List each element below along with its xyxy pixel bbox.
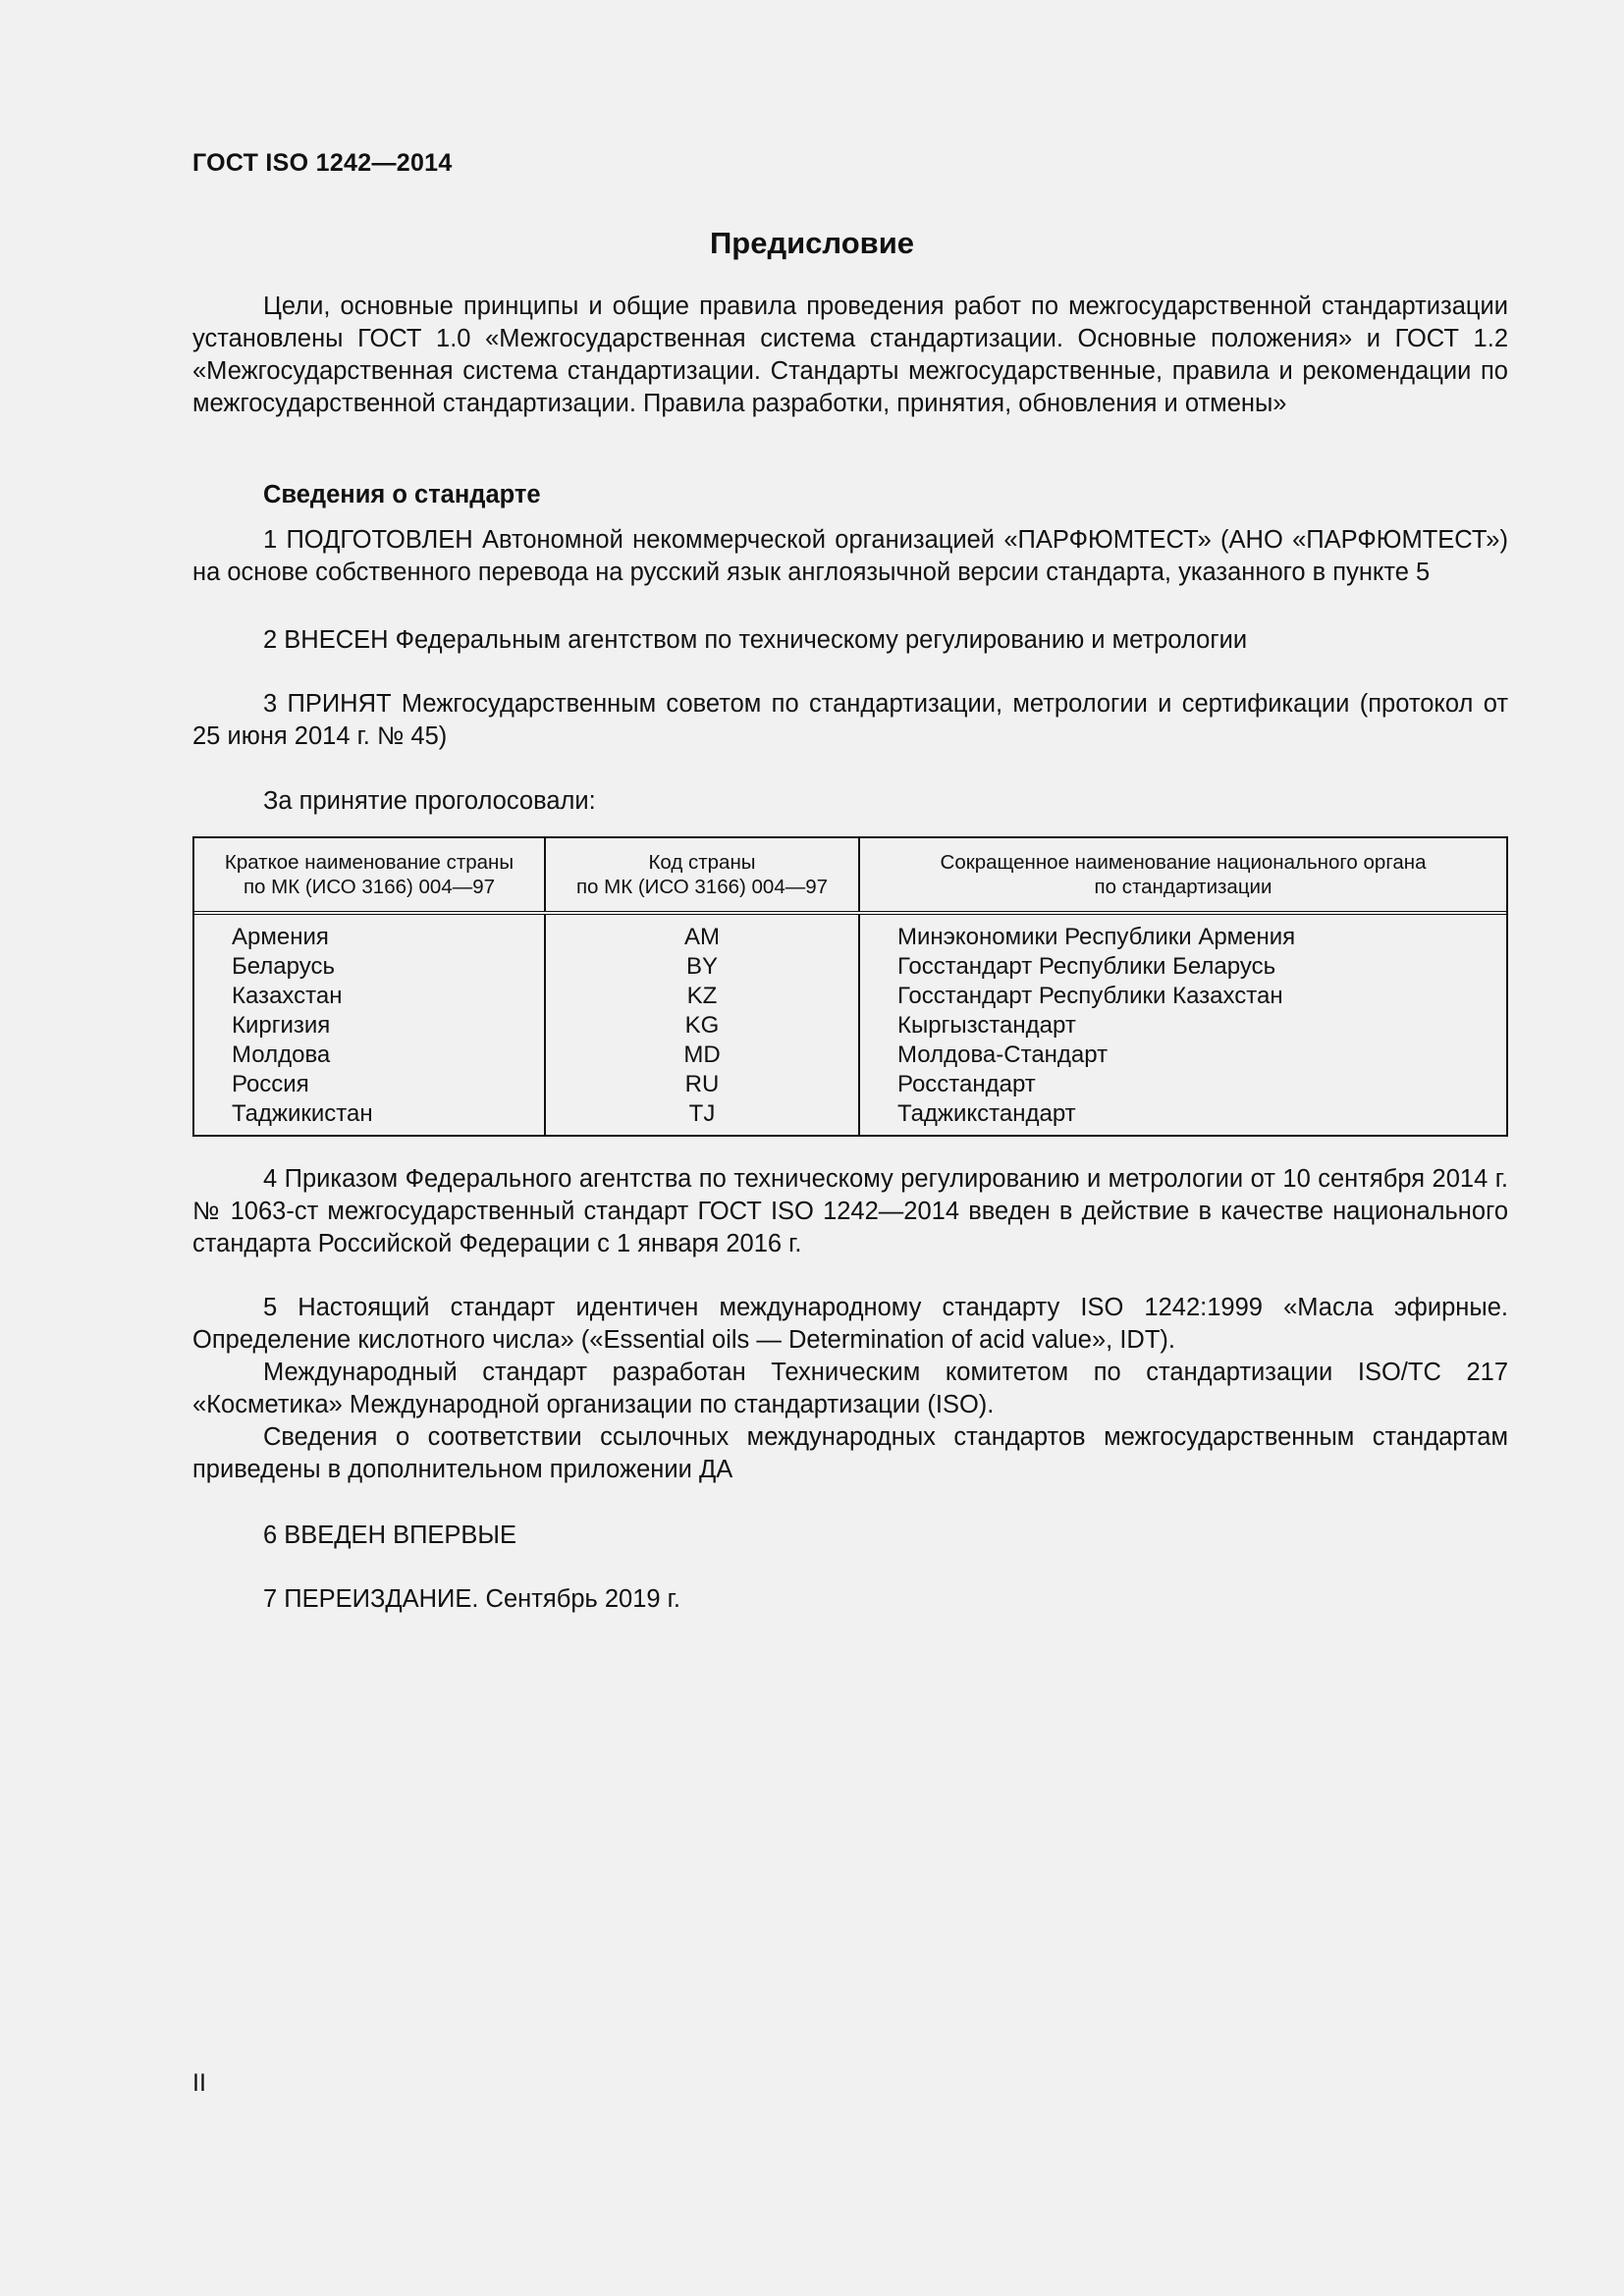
item-7-paragraph: 7 ПЕРЕИЗДАНИЕ. Сентябрь 2019 г. [263, 1585, 680, 1613]
national-body-cell: Таджикстандарт [859, 1099, 1506, 1137]
item-4-paragraph: 4 Приказом Федерального агентства по техническому регулированию и метрологии от 10 сентября 2014 г. № 1063-ст межгосударственный стандарт ГОСТ ISO 1242—2014 введен в действие в качестве национального стандарта Российской Федерации с 1 января 2016 г. [192, 1165, 1508, 1257]
country-name-cell: Таджикистан [232, 1100, 373, 1127]
item-2-paragraph: 2 ВНЕСЕН Федеральным агентством по техническому регулированию и метрологии [263, 626, 1248, 654]
country-code-cell: KG [545, 1011, 859, 1041]
header-line: по МК (ИСО 3166) 004—97 [243, 876, 496, 898]
item-4-section [192, 1163, 1508, 1260]
country-code-cell: AM [545, 913, 859, 952]
header-line: по МК (ИСО 3166) 004—97 [575, 876, 829, 898]
table-header-row [194, 838, 1506, 913]
country-code-cell: KZ [545, 982, 859, 1011]
country-code-cell: RU [545, 1070, 859, 1099]
national-body-cell: Госстандарт Республики Беларусь [859, 952, 1506, 982]
item-5-references-paragraph: Сведения о соответствии ссылочных международных стандартов межгосударственным стандартам приведены в дополнительном приложении ДА [192, 1423, 1508, 1483]
national-body-cell: Кыргызстандарт [859, 1011, 1506, 1041]
header-line: Краткое наименование страны [224, 851, 514, 874]
national-body-cell: Минэкономики Республики Армения [859, 913, 1506, 952]
standard-info-heading: Сведения о стандарте [263, 481, 541, 508]
item-5-section [192, 1292, 1508, 1486]
country-code-cell: BY [545, 952, 859, 982]
vote-intro-text: За принятие проголосовали: [263, 787, 596, 815]
table-row [194, 982, 1506, 1011]
item-5-tc-paragraph: Международный стандарт разработан Техническим комитетом по стандартизации ISO/TC 217 «Косметика» Международной организации по стандартизации (ISO). [192, 1359, 1508, 1418]
item-2-section [192, 624, 1508, 657]
national-body-cell: Госстандарт Республики Казахстан [859, 982, 1506, 1011]
national-body-cell: Росстандарт [859, 1070, 1506, 1099]
standard-code-header: ГОСТ ISO 1242—2014 [192, 149, 453, 177]
national-body-cell: Молдова-Стандарт [859, 1041, 1506, 1070]
header-country-name [194, 838, 545, 913]
country-name-cell: Киргизия [232, 1012, 331, 1039]
voting-table [192, 836, 1508, 1137]
country-name-cell: Казахстан [232, 983, 343, 1009]
table-row [194, 1011, 1506, 1041]
header-line: по стандартизации [1094, 876, 1272, 898]
intro-section [192, 291, 1508, 420]
header-line: Сокращенное наименование национального органа [940, 851, 1427, 874]
country-code-cell: MD [545, 1041, 859, 1070]
header-country-code [545, 838, 859, 913]
country-name-cell: Молдова [232, 1041, 331, 1068]
country-name-cell: Россия [232, 1071, 309, 1097]
country-code-cell: TJ [545, 1099, 859, 1137]
country-name-cell: Армения [232, 924, 329, 950]
item-3-paragraph: 3 ПРИНЯТ Межгосударственным советом по стандартизации, метрологии и сертификации (протокол от 25 июня 2014 г. № 45) [192, 690, 1508, 750]
item-5-paragraph: 5 Настоящий стандарт идентичен международному стандарту ISO 1242:1999 «Масла эфирные. Определение кислотного числа» («Essential oils — Determination of acid value», IDT). [192, 1294, 1508, 1354]
vote-intro-section [192, 785, 1508, 818]
item-7-section [192, 1583, 1508, 1616]
table-row [194, 952, 1506, 982]
item-1-section [192, 524, 1508, 589]
item-1-paragraph: 1 ПОДГОТОВЛЕН Автономной некоммерческой организацией «ПАРФЮМТЕСТ» (АНО «ПАРФЮМТЕСТ») на основе собственного перевода на русский язык англоязычной версии стандарта, указанного в пункте 5 [192, 526, 1508, 586]
table-row [194, 913, 1506, 952]
header-national-body [859, 838, 1506, 913]
table-row [194, 1070, 1506, 1099]
header-line: Код страны [648, 851, 756, 874]
item-3-section [192, 688, 1508, 753]
voting-table-grid [194, 838, 1506, 1137]
item-6-paragraph: 6 ВВЕДЕН ВПЕРВЫЕ [263, 1522, 517, 1549]
table-row [194, 1099, 1506, 1137]
page-title: Предисловие [709, 226, 914, 260]
table-row [194, 1041, 1506, 1070]
item-6-section [192, 1520, 1508, 1552]
intro-paragraph: Цели, основные принципы и общие правила проведения работ по межгосударственной стандартизации установлены ГОСТ 1.0 «Межгосударственная система стандартизации. Основные положения» и ГОСТ 1.2 «Межгосударственная система стандартизации. Стандарты межгосударственные, правила и рекомендации по межгосударственной стандартизации. Правила разработки, принятия, обновления и отмены» [192, 293, 1508, 417]
page-number: II [192, 2069, 206, 2097]
country-name-cell: Беларусь [232, 953, 335, 980]
